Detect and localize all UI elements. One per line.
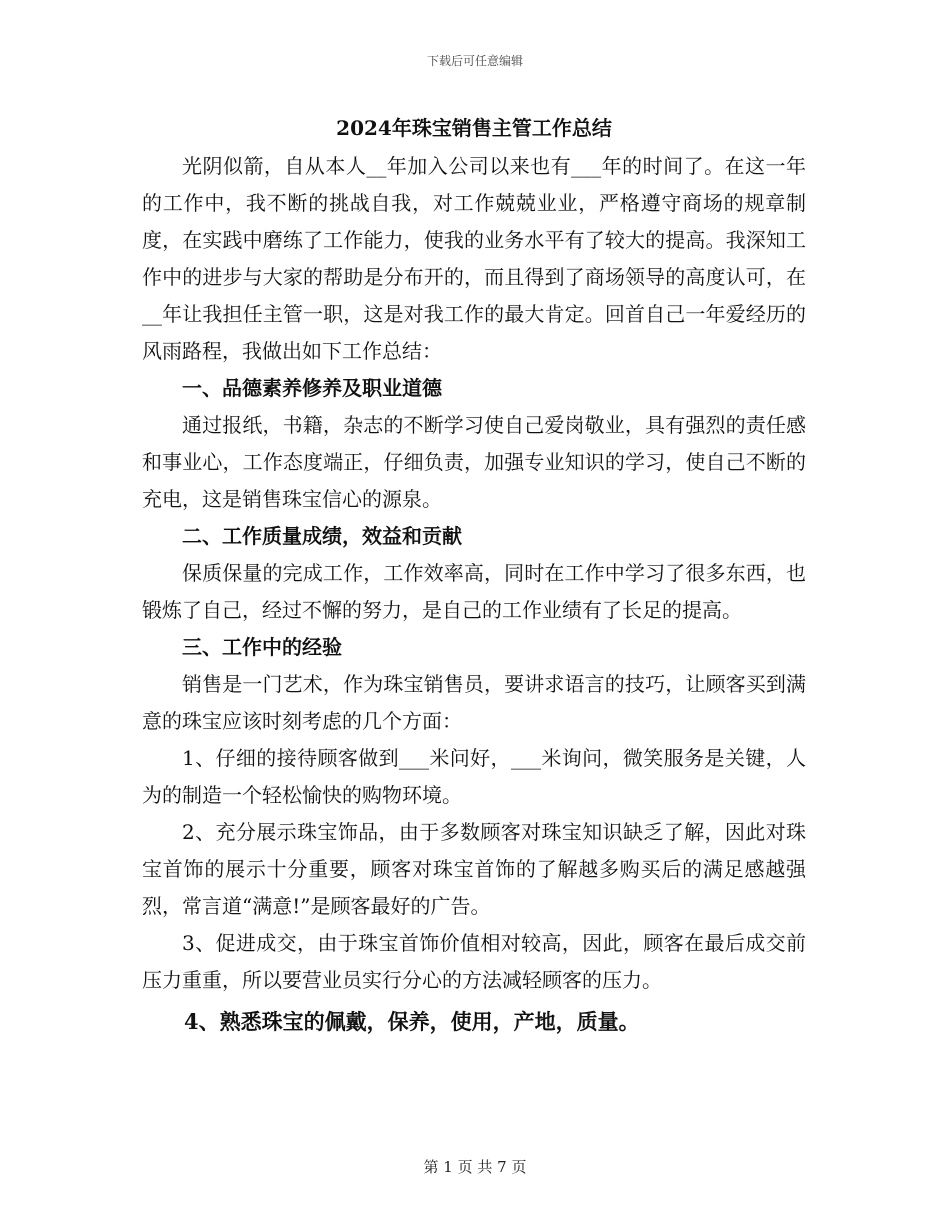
list-item-2: 2、充分展示珠宝饰品，由于多数顾客对珠宝知识缺乏了解，因此对珠宝首饰的展示十分重要，顾客对珠宝首饰的了解越多购买后的满足感越强烈，常言道“满意!”是顾客最好的广告。 — [142, 820, 806, 918]
header-note: 下载后可任意编辑 — [426, 54, 523, 68]
section-heading-3: 三、工作中的经验 — [182, 635, 342, 659]
section-1-paragraph: 通过报纸，书籍，杂志的不断学习使自己爱岗敬业，具有强烈的责任感和事业心，工作态度端正，仔细负责，加强专业知识的学习，使自己不断的充电，这是销售珠宝信心的源泉。 — [142, 413, 806, 511]
section-2-paragraph: 保质保量的完成工作，工作效率高，同时在工作中学习了很多东西，也锻炼了自己，经过不懈的努力，是自己的工作业绩有了长足的提高。 — [142, 561, 806, 622]
page-number: 第 1 页 共 7 页 — [423, 1158, 527, 1176]
list-item-3: 3、促进成交，由于珠宝首饰价值相对较高，因此，顾客在最后成交前压力重重，所以要营业员实行分心的方法减轻顾客的压力。 — [142, 931, 806, 992]
document-title: 2024年珠宝销售主管工作总结 — [336, 116, 612, 140]
intro-paragraph: 光阴似箭，自从本人__年加入公司以来也有___年的时间了。在这一年的工作中，我不断的挑战自我，对工作兢兢业业，严格遵守商场的规章制度，在实践中磨练了工作能力，使我的业务水平有了较大的提高。我深知工作中的进步与大家的帮助是分布开的，而且得到了商场领导的高度认可，在__年让我担任主管一职，这是对我工作的最大肯定。回首自己一年爱经历的风雨路程，我做出如下工作总结： — [142, 154, 806, 363]
section-heading-2: 二、工作质量成绩，效益和贡献 — [182, 524, 462, 548]
document-body — [142, 108, 806, 1040]
section-3-paragraph: 销售是一门艺术，作为珠宝销售员，要讲求语言的技巧，让顾客买到满意的珠宝应该时刻考虑的几个方面： — [142, 672, 806, 733]
list-item-1: 1、仔细的接待顾客做到___米问好，___米询问，微笑服务是关键，人为的制造一个轻松愉快的购物环境。 — [142, 746, 806, 807]
section-heading-1: 一、品德素养修养及职业道德 — [182, 376, 442, 400]
list-item-4-heading: 4、熟悉珠宝的佩戴，保养，使用，产地，质量。 — [184, 1009, 640, 1034]
